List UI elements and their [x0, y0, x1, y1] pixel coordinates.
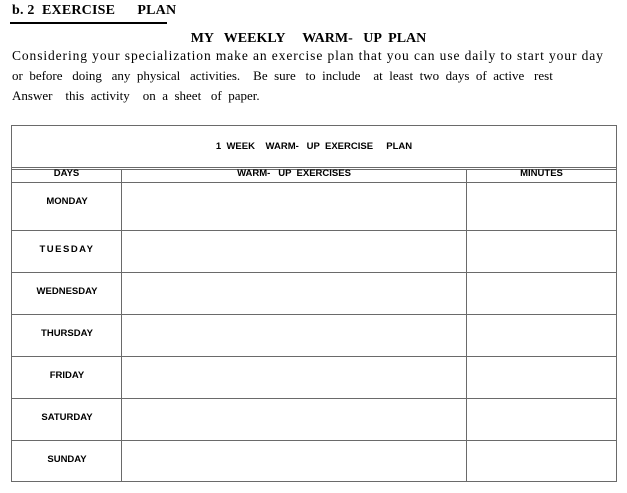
instruction-line-2: or before doing any physical activities. Be sure to include at least two days of active rest	[12, 68, 553, 83]
column-header-days: DAYS	[53, 168, 80, 179]
day-label-wednesday: WEDNESDAY	[36, 286, 98, 297]
section-heading-underline	[10, 22, 167, 24]
column-header-exercises: WARM- UP EXERCISES	[237, 168, 351, 179]
row-divider	[12, 398, 616, 399]
day-label-thursday: THURSDAY	[41, 328, 93, 339]
row-divider	[12, 440, 616, 441]
header-divider	[12, 182, 616, 183]
minutes-column-divider	[466, 169, 467, 481]
instruction-line-1: Considering your specialization make an exercise plan that you can use daily to start your day	[12, 48, 604, 63]
column-header-minutes: MINUTES	[520, 168, 563, 179]
weekly-plan-table	[11, 125, 617, 482]
row-divider	[12, 356, 616, 357]
day-label-tuesday: TUESDAY	[39, 244, 95, 255]
days-column-divider	[121, 169, 122, 481]
day-label-saturday: SATURDAY	[41, 412, 93, 423]
row-divider	[12, 272, 616, 273]
day-label-friday: FRIDAY	[49, 370, 85, 381]
day-label-sunday: SUNDAY	[47, 454, 87, 465]
section-heading: b. 2 EXERCISE PLAN	[12, 3, 177, 18]
row-divider	[12, 314, 616, 315]
day-label-monday: MONDAY	[46, 196, 88, 207]
document-title: MY WEEKLY WARM- UP PLAN	[190, 31, 427, 46]
instruction-line-3: Answer this activity on a sheet of paper.	[12, 88, 260, 103]
table-title: 1 WEEK WARM- UP EXERCISE PLAN	[215, 141, 413, 152]
row-divider	[12, 230, 616, 231]
